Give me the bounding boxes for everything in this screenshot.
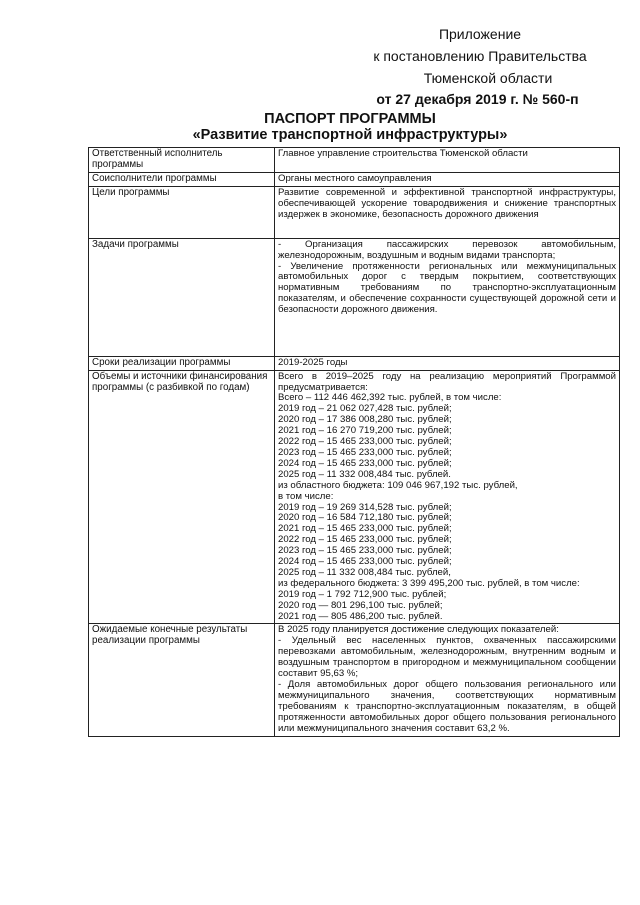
funding-line: 2019 год – 19 269 314,528 тыс. рублей;	[278, 501, 452, 513]
table-row-tasks	[89, 238, 620, 356]
task-item: - Увеличение протяженности региональных или межмуниципальных автомобильных дорог с твердым покрытием, соответствующих нормативным требованиям по транспортно-эксплуатационным показателям, и обеспечение сохранности существующей дорожной сети и безопасности дорожного движения.	[278, 260, 616, 316]
program-passport-table	[88, 147, 620, 737]
funding-line: 2022 год – 15 465 233,000 тыс. рублей;	[278, 534, 452, 546]
table-row-goals	[89, 186, 620, 238]
goals-value: Развитие современной и эффективной транспортной инфраструктуры, обеспечивающей ускорение товародвижения и снижение транспортных издержек в экономике, безопасность дорожного движения	[275, 186, 620, 238]
funding-line: из областного бюджета: 109 046 967,192 тыс. рублей,	[278, 479, 518, 491]
result-item: - Удельный вес населенных пунктов, охваченных пассажирскими перевозками автомобильным, железнодорожным, внутренним водным и воздушным транспортом в пригородном и межмуниципальном сообщении составит 95,63 %;	[278, 635, 616, 680]
funding-line: в том числе:	[278, 490, 334, 502]
terms-value: 2019-2025 годы	[275, 356, 620, 370]
terms-label: Сроки реализации программы	[89, 356, 275, 370]
results-intro: В 2025 году планируется достижение следующих показателей:	[278, 624, 559, 636]
funding-line: 2025 год – 11 332 008,484 тыс. рублей,	[278, 566, 451, 578]
table-row-co-executors	[89, 172, 620, 186]
funding-line: 2020 год – 16 584 712,180 тыс. рублей;	[278, 512, 452, 524]
region-name: Тюменской области	[423, 70, 553, 86]
funding-line: 2019 год – 21 062 027,428 тыс. рублей;	[278, 403, 452, 415]
funding-value	[275, 370, 620, 624]
task-item: - Организация пассажирских перевозок автомобильным, железнодорожным, воздушным и водным видами транспорта;	[278, 238, 616, 261]
page-title: ПАСПОРТ ПРОГРАММЫ	[264, 111, 436, 127]
funding-line: 2024 год – 15 465 233,000 тыс. рублей;	[278, 556, 452, 568]
co-executors-value: Органы местного самоуправления	[275, 172, 620, 186]
program-name: «Развитие транспортной инфраструктуры»	[192, 127, 508, 143]
executor-value: Главное управление строительства Тюменской области	[275, 148, 620, 173]
results-label: Ожидаемые конечные результаты реализации программы	[89, 624, 275, 736]
tasks-value	[275, 238, 620, 356]
table-row-executor	[89, 148, 620, 173]
funding-line: 2021 год — 805 486,200 тыс. рублей.	[278, 610, 443, 622]
table-row-funding	[89, 370, 620, 624]
funding-line: 2023 год – 15 465 233,000 тыс. рублей;	[278, 446, 452, 458]
funding-line: 2021 год – 16 270 719,200 тыс. рублей;	[278, 425, 452, 437]
decree-reference: к постановлению Правительства	[373, 48, 587, 64]
table-row-terms	[89, 356, 620, 370]
funding-line: Всего в 2019–2025 году на реализацию мероприятий Программой предусматривается:	[278, 370, 616, 393]
funding-line: 2021 год – 15 465 233,000 тыс. рублей;	[278, 523, 452, 535]
funding-line: 2025 год – 11 332 008,484 тыс. рублей.	[278, 468, 451, 480]
table-row-results	[89, 624, 620, 736]
funding-line: 2023 год – 15 465 233,000 тыс. рублей;	[278, 545, 452, 557]
executor-label: Ответственный исполнитель программы	[89, 148, 275, 173]
funding-line: 2020 год — 801 296,100 тыс. рублей;	[278, 599, 443, 611]
funding-line: Всего – 112 446 462,392 тыс. рублей, в том числе:	[278, 392, 502, 404]
decree-date-number: от 27 декабря 2019 г. № 560-п	[376, 91, 579, 107]
funding-line: 2019 год – 1 792 712,900 тыс. рублей;	[278, 588, 447, 600]
funding-line: 2022 год – 15 465 233,000 тыс. рублей;	[278, 436, 452, 448]
appendix-label: Приложение	[438, 26, 522, 42]
goals-label: Цели программы	[89, 186, 275, 238]
funding-line: 2024 год – 15 465 233,000 тыс. рублей;	[278, 457, 452, 469]
funding-line: из федерального бюджета: 3 399 495,200 тыс. рублей, в том числе:	[278, 577, 580, 589]
result-item: - Доля автомобильных дорог общего пользования регионального или межмуниципального значения, соответствующих нормативным требованиям к транспортно-эксплуатационным показателям, в общей протяженности автомобильных дорог общего пользования регионального или межмуниципального значения составит 63,2 %.	[278, 679, 616, 734]
tasks-label: Задачи программы	[89, 238, 275, 356]
co-executors-label: Соисполнители программы	[89, 172, 275, 186]
funding-line: 2020 год – 17 386 008,280 тыс. рублей;	[278, 414, 452, 426]
results-value	[275, 624, 620, 736]
funding-label: Объемы и источники финансирования программы (с разбивкой по годам)	[89, 370, 275, 624]
